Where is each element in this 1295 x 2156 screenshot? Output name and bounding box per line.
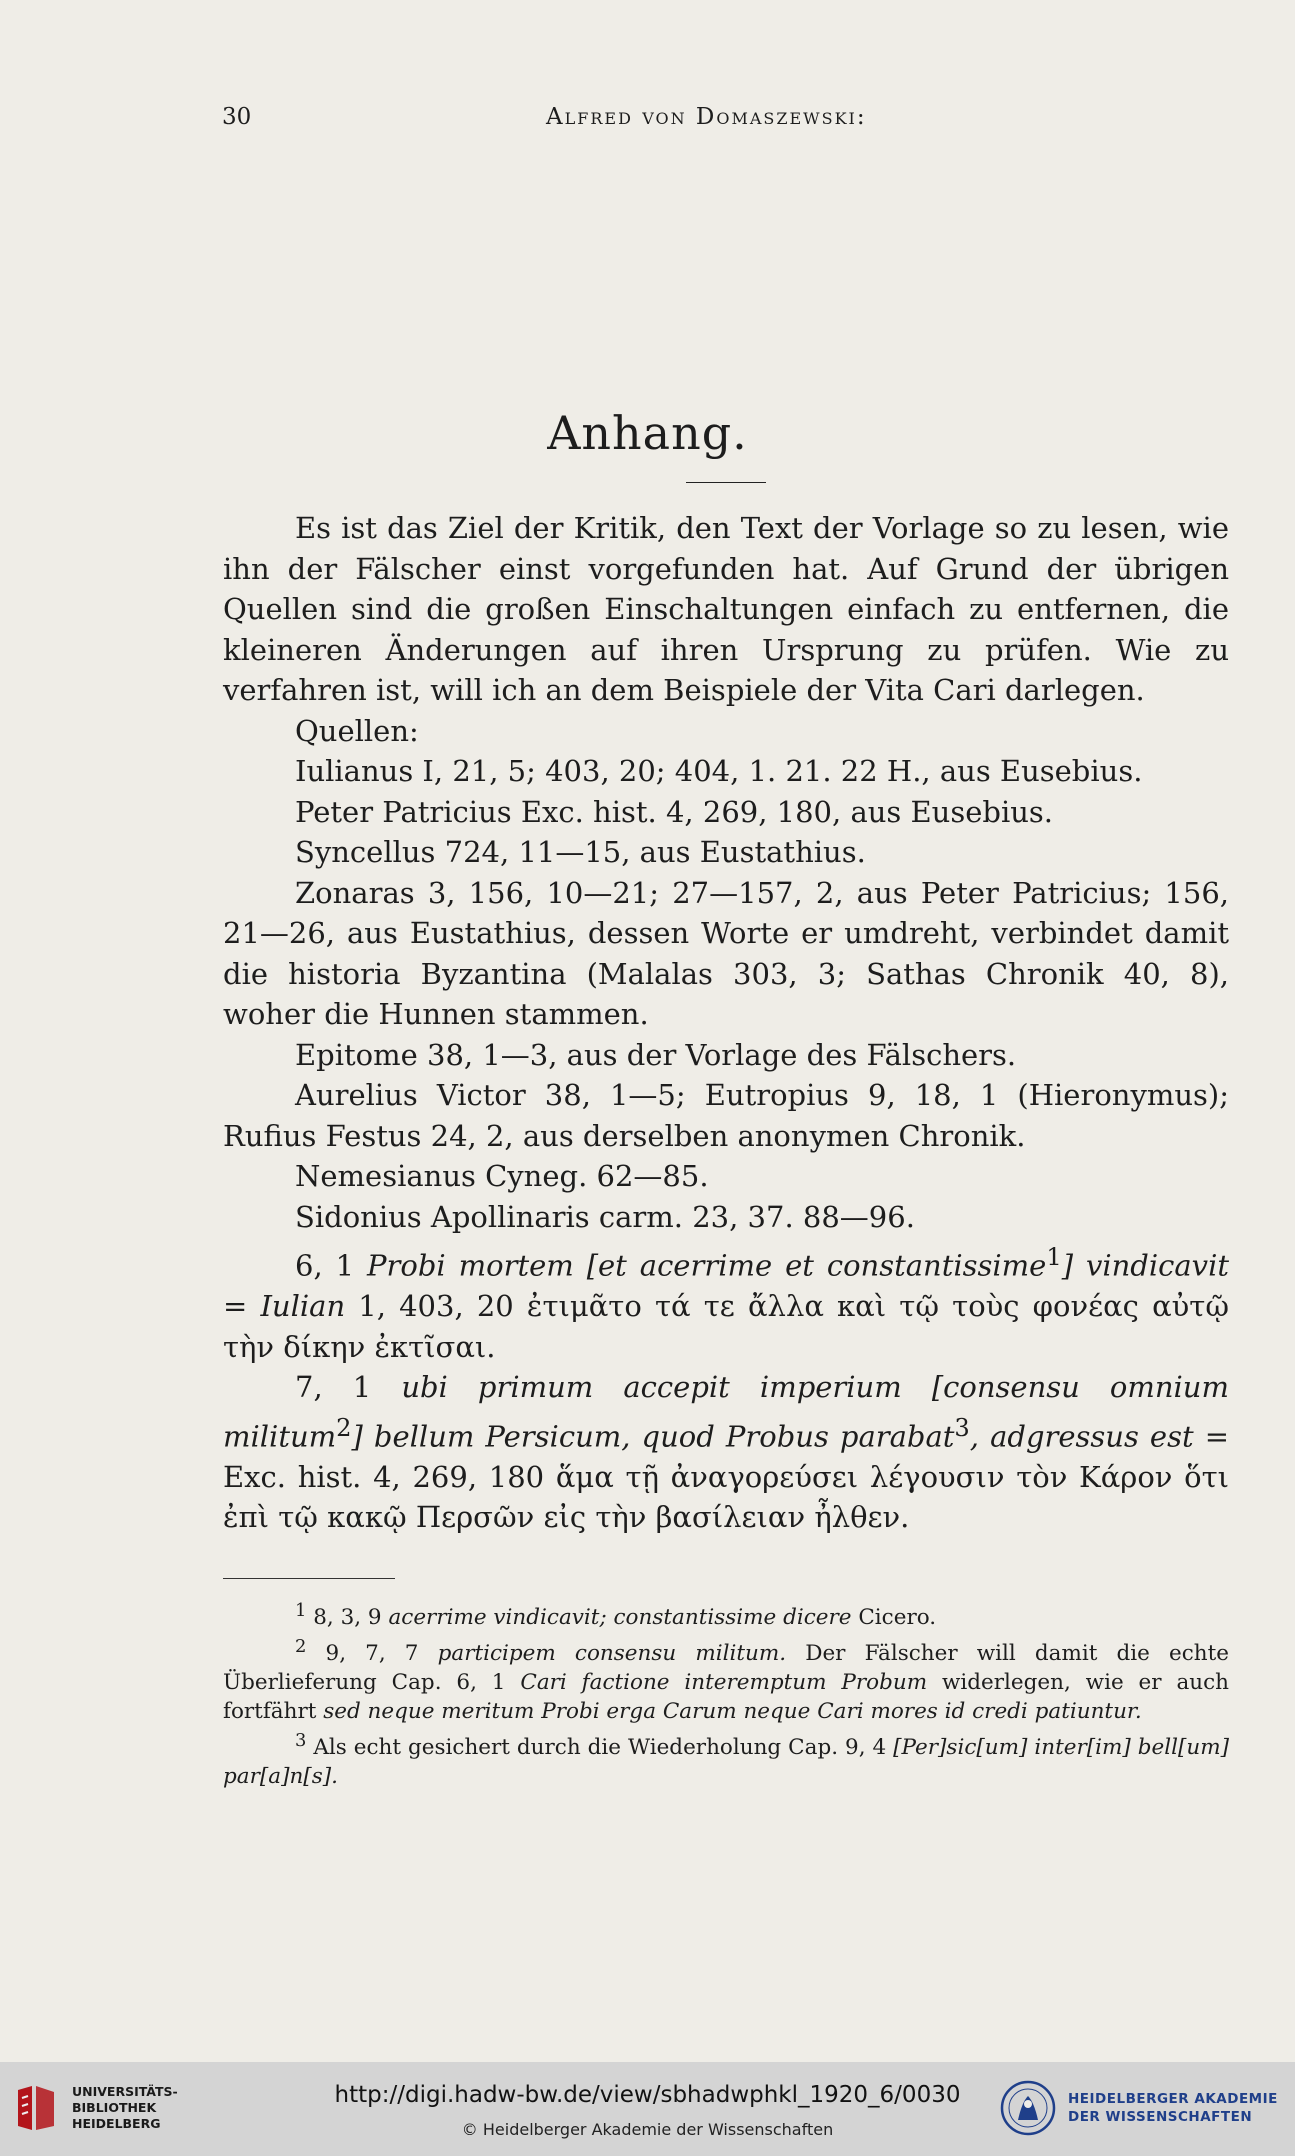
paragraph: 6, 1 Probi mortem [et acerrime et constantissime$^1$] vindicavit = Iulian 1, 403, 20 ἐτιμᾶτο τά τε ἄλλα καὶ τῷ τοὺς φονέας αὐτῷ τὴν δίκην ἐκτῖσαι.: [223, 1243, 1229, 1364]
paragraph: Epitome 38, 1—3, aus der Vorlage des Fälschers.: [295, 1037, 1017, 1072]
paragraph: 7, 1 ubi primum accepit imperium [consensu omnium militum$^2$] bellum Persicum, quod Probus parabat$^3$, adgressus est = Exc. hist. 4, 269, 180 ἅμα τῇ ἀναγορεύσει λέγουσιν τὸν Κάρον ὅτι ἐπὶ τῷ κακῷ Περσῶν εἰς τὴν βασίλειαν ἦλθεν.: [223, 1370, 1229, 1535]
footnotes: [223, 1596, 1229, 1791]
page-number: 30: [222, 104, 252, 130]
section-title: Anhang.: [547, 406, 748, 460]
academy-name: HEIDELBERGER AKADEMIE DER WISSENSCHAFTEN: [1068, 2091, 1278, 2125]
library-name: UNIVERSITÄTS- BIBLIOTHEK HEIDELBERG: [72, 2084, 178, 2131]
academy-seal-icon: [1000, 2080, 1056, 2136]
paragraph: Iulianus I, 21, 5; 403, 20; 404, 1. 21. 22 H., aus Eusebius.: [295, 754, 1143, 788]
paragraph: Aurelius Victor 38, 1—5; Eutropius 9, 18, 1 (Hieronymus); Rufius Festus 24, 2, aus derselben anonymen Chronik.: [223, 1078, 1229, 1153]
paragraph: Quellen:: [295, 713, 419, 748]
paragraph: Syncellus 724, 11—15, aus Eustathius.: [295, 835, 866, 869]
footnote: $^2$ 9, 7, 7 participem consensu militum. Der Fälscher will damit die echte Überlieferung Cap. 6, 1 Cari factione interemptum Probum widerlegen, wie er auch fortfährt sed neque meritum Probi erga Carum neque Cari mores id credi patiuntur.: [223, 1636, 1229, 1725]
body-text: [223, 508, 1229, 1538]
footnote: $^1$ 8, 3, 9 acerrime vindicavit; constantissime dicere Cicero.: [295, 1600, 937, 1631]
running-header: [222, 104, 1232, 134]
paragraph: Sidonius Apollinaris carm. 23, 37. 88—96.: [295, 1199, 915, 1234]
permalink-url[interactable]: http://digi.hadw-bw.de/view/sbhadwphkl_1920_6/0030: [334, 2082, 961, 2108]
paragraph: Peter Patricius Exc. hist. 4, 269, 180, aus Eusebius.: [295, 794, 1054, 829]
paragraph: Zonaras 3, 156, 10—21; 27—157, 2, aus Peter Patricius; 156, 21—26, aus Eustathius, dessen Worte er umdreht, verbindet damit die historia Byzantina (Malalas 303, 3; Sathas Chronik 40, 8), woher die Hunnen stammen.: [223, 875, 1229, 1031]
paragraph: Nemesianus Cyneg. 62—85.: [295, 1159, 709, 1193]
paragraph: Es ist das Ziel der Kritik, den Text der Vorlage so zu lesen, wie ihn der Fälscher einst vorgefunden hat. Auf Grund der übrigen Quellen sind die großen Einschaltungen einfach zu entfernen, die kleineren Änderungen auf ihren Ursprung zu prüfen. Wie zu verfahren ist, will ich an dem Beispiele der Vita Cari darlegen.: [223, 511, 1229, 707]
running-title: Alfred von Domaszewski:: [546, 104, 867, 130]
copyright-notice: © Heidelberger Akademie der Wissenschaften: [461, 2120, 834, 2139]
footnote-rule: [223, 1578, 395, 1579]
footnote: $^3$ Als echt gesichert durch die Wiederholung Cap. 9, 4 [Per]sic[um] inter[im] bell[um] par[a]n[s].: [223, 1730, 1229, 1790]
title-rule: [686, 482, 766, 483]
footer-bar: [0, 2062, 1295, 2156]
